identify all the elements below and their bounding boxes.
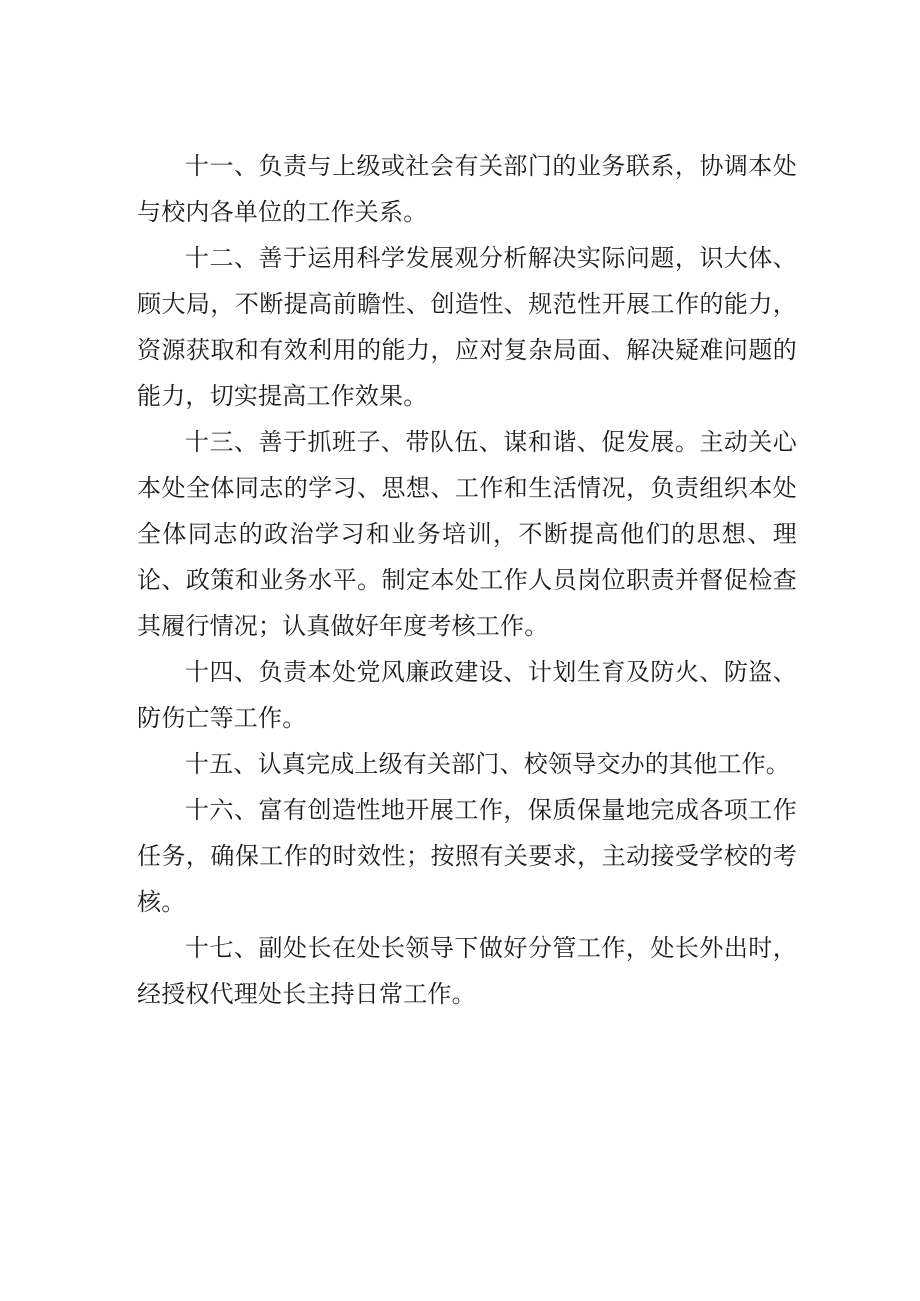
paragraph-15: 十五、认真完成上级有关部门、校领导交办的其他工作。 bbox=[185, 750, 790, 778]
paragraph-16: 十六、富有创造性地开展工作，保质保量地完成各项工作任务，确保工作的时效性；按照有关要求，主动接受学校的考核。 bbox=[137, 796, 797, 916]
paragraph-11: 十一、负责与上级或社会有关部门的业务联系，协调本处与校内各单位的工作关系。 bbox=[137, 152, 797, 226]
paragraph-12: 十二、善于运用科学发展观分析解决实际问题，识大体、顾大局，不断提高前瞻性、创造性、规范性开展工作的能力，资源获取和有效利用的能力，应对复杂局面、解决疑难问题的能力，切实提高工作效果。 bbox=[137, 244, 797, 410]
paragraph-17: 十七、副处长在处长领导下做好分管工作，处长外出时，经授权代理处长主持日常工作。 bbox=[137, 934, 797, 1008]
paragraph-13: 十三、善于抓班子、带队伍、谋和谐、促发展。主动关心本处全体同志的学习、思想、工作和生活情况，负责组织本处全体同志的政治学习和业务培训，不断提高他们的思想、理论、政策和业务水平。制定本处工作人员岗位职责并督促检查其履行情况；认真做好年度考核工作。 bbox=[137, 428, 797, 640]
document-body bbox=[137, 143, 797, 1017]
paragraph-14: 十四、负责本处党风廉政建设、计划生育及防火、防盗、防伤亡等工作。 bbox=[137, 658, 797, 732]
